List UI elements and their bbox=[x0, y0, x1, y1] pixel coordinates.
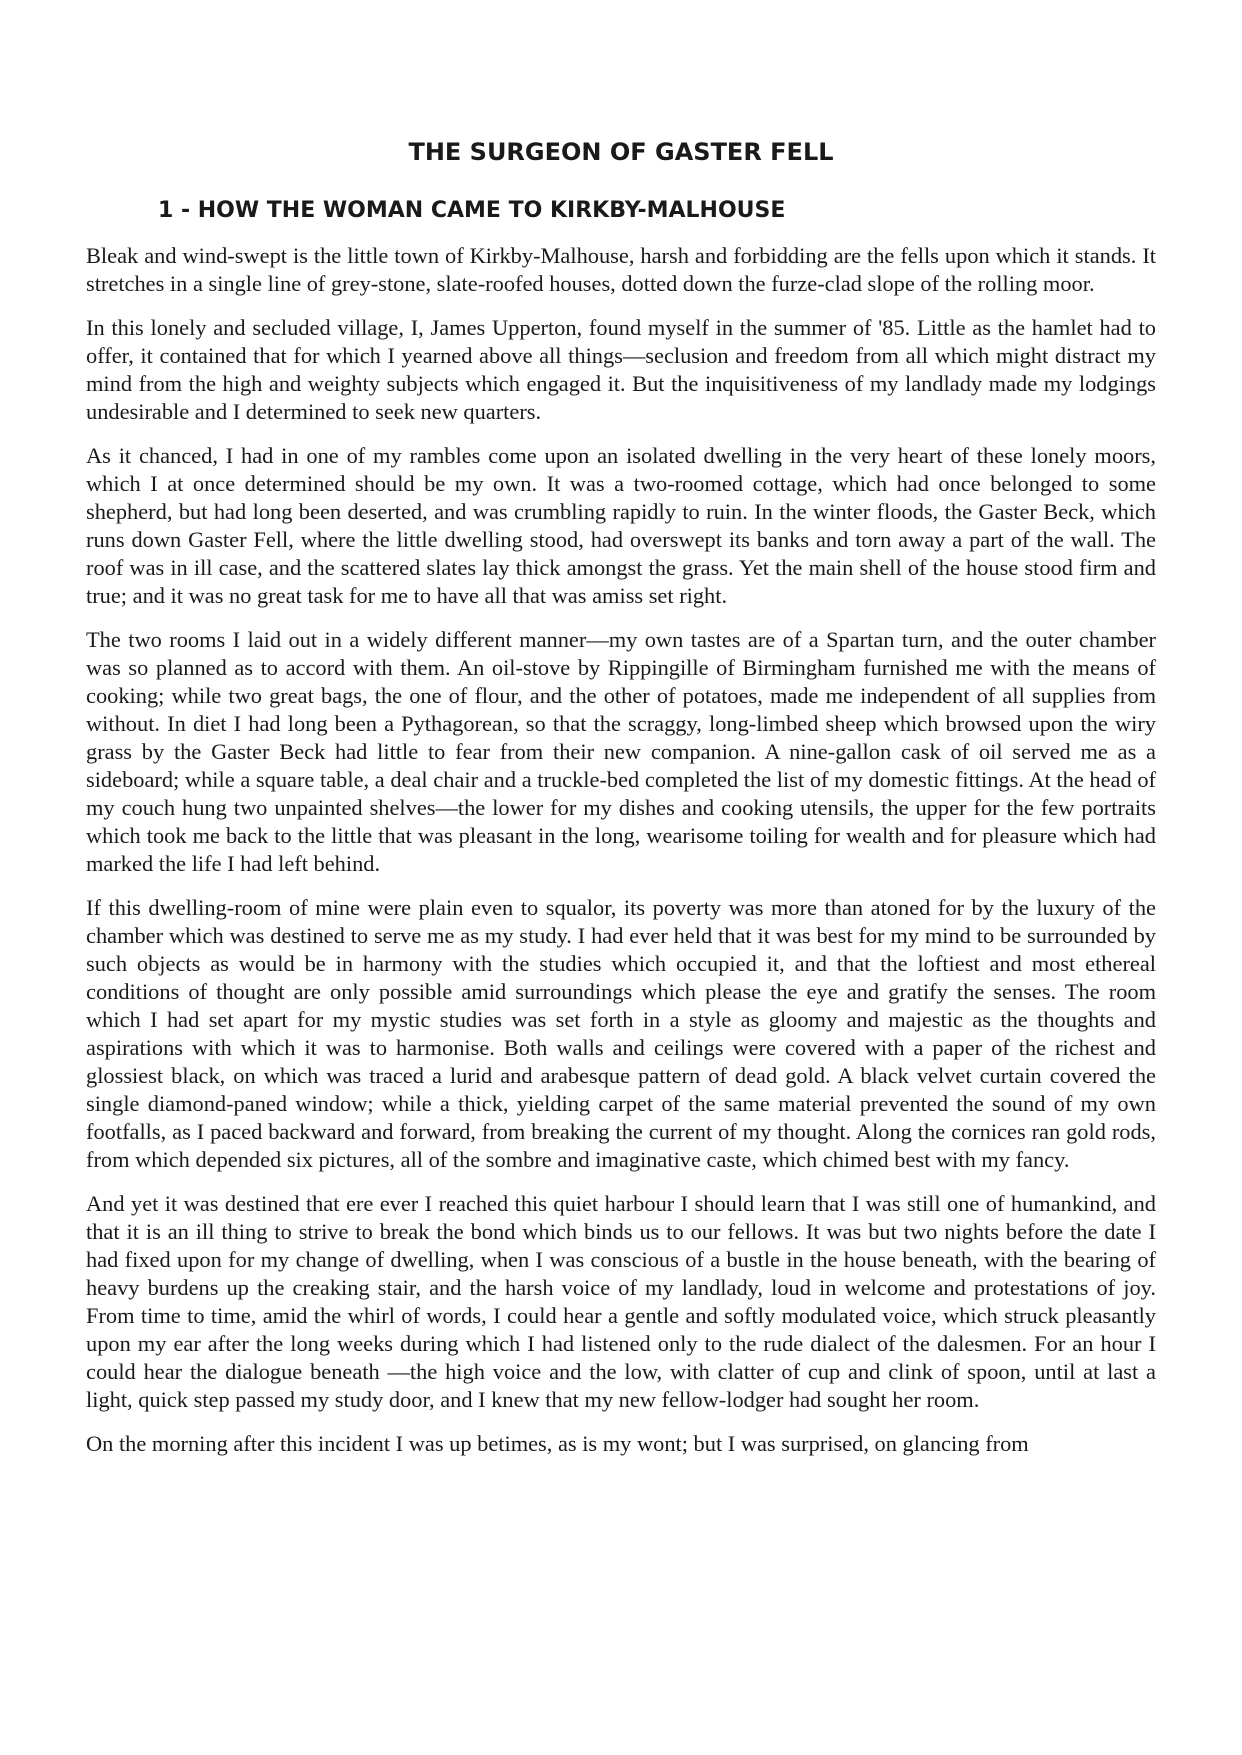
paragraph-5: If this dwelling-room of mine were plain even to squalor, its poverty was more than atoned for by the luxury of the chamber which was destined to serve me as my study. I had ever held that it was best for my mind to be surrounded by such objects as would be in harmony with the studies which occupied it, and that the loftiest and most ethereal conditions of thought are only possible amid surroundings which please the eye and gratify the senses. The room which I had set apart for my mystic studies was set forth in a style as gloomy and majestic as the thoughts and aspirations with which it was to harmonise. Both walls and ceilings were covered with a paper of the richest and glossiest black, on which was traced a lurid and arabesque pattern of dead gold. A black velvet curtain covered the single diamond-paned window; while a thick, yielding carpet of the same material prevented the sound of my own footfalls, as I paced backward and forward, from breaking the current of my thought. Along the cornices ran gold rods, from which depended six pictures, all of the sombre and imaginative caste, which chimed best with my fancy. bbox=[86, 895, 1156, 1172]
paragraph-3: As it chanced, I had in one of my rambles come upon an isolated dwelling in the very heart of these lonely moors, which I at once determined should be my own. It was a two-roomed cottage, which had once belonged to some shepherd, but had long been deserted, and was crumbling rapidly to ruin. In the winter floods, the Gaster Beck, which runs down Gaster Fell, where the little dwelling stood, had overswept its banks and torn away a part of the wall. The roof was in ill case, and the scattered slates lay thick amongst the grass. Yet the main shell of the house stood firm and true; and it was no great task for me to have all that was amiss set right. bbox=[86, 443, 1156, 608]
paragraph-1: Bleak and wind-swept is the little town of Kirkby-Malhouse, harsh and forbidding are the fells upon which it stands. It stretches in a single line of grey-stone, slate-roofed houses, dotted down the furze-clad slope of the rolling moor. bbox=[86, 243, 1156, 296]
paragraph-4: The two rooms I laid out in a widely different manner—my own tastes are of a Spartan turn, and the outer chamber was so planned as to accord with them. An oil-stove by Rippingille of Birmingham furnished me with the means of cooking; while two great bags, the one of flour, and the other of potatoes, made me independent of all supplies from without. In diet I had long been a Pythagorean, so that the scraggy, long-limbed sheep which browsed upon the wiry grass by the Gaster Beck had little to fear from their new companion. A nine-gallon cask of oil served me as a sideboard; while a square table, a deal chair and a truckle-bed completed the list of my domestic fittings. At the head of my couch hung two unpainted shelves—the lower for my dishes and cooking utensils, the upper for the few portraits which took me back to the little that was pleasant in the long, wearisome toiling for wealth and for pleasure which had marked the life I had left behind. bbox=[86, 627, 1156, 876]
chapter-heading: 1 - HOW THE WOMAN CAME TO KIRKBY-MALHOUSE bbox=[158, 198, 786, 223]
document-title: THE SURGEON OF GASTER FELL bbox=[408, 138, 834, 166]
paragraph-6: And yet it was destined that ere ever I reached this quiet harbour I should learn that I was still one of humankind, and that it is an ill thing to strive to break the bond which binds us to our fellows. It was but two nights before the date I had fixed upon for my change of dwelling, when I was conscious of a bustle in the house beneath, with the bearing of heavy burdens up the creaking stair, and the harsh voice of my landlady, loud in welcome and protestations of joy. From time to time, amid the whirl of words, I could hear a gentle and softly modulated voice, which struck pleasantly upon my ear after the long weeks during which I had listened only to the rude dialect of the dalesmen. For an hour I could hear the dialogue beneath —the high voice and the low, with clatter of cup and clink of spoon, until at last a light, quick step passed my study door, and I knew that my new fellow-lodger had sought her room. bbox=[86, 1191, 1156, 1412]
paragraph-7: On the morning after this incident I was up betimes, as is my wont; but I was surprised, on glancing from bbox=[86, 1431, 1029, 1456]
paragraph-2: In this lonely and secluded village, I, James Upperton, found myself in the summer of '85. Little as the hamlet had to offer, it contained that for which I yearned above all things—seclusion and freedom from all which might distract my mind from the high and weighty subjects which engaged it. But the inquisitiveness of my landlady made my lodgings undesirable and I determined to seek new quarters. bbox=[86, 315, 1156, 424]
body-text bbox=[86, 242, 1156, 1474]
